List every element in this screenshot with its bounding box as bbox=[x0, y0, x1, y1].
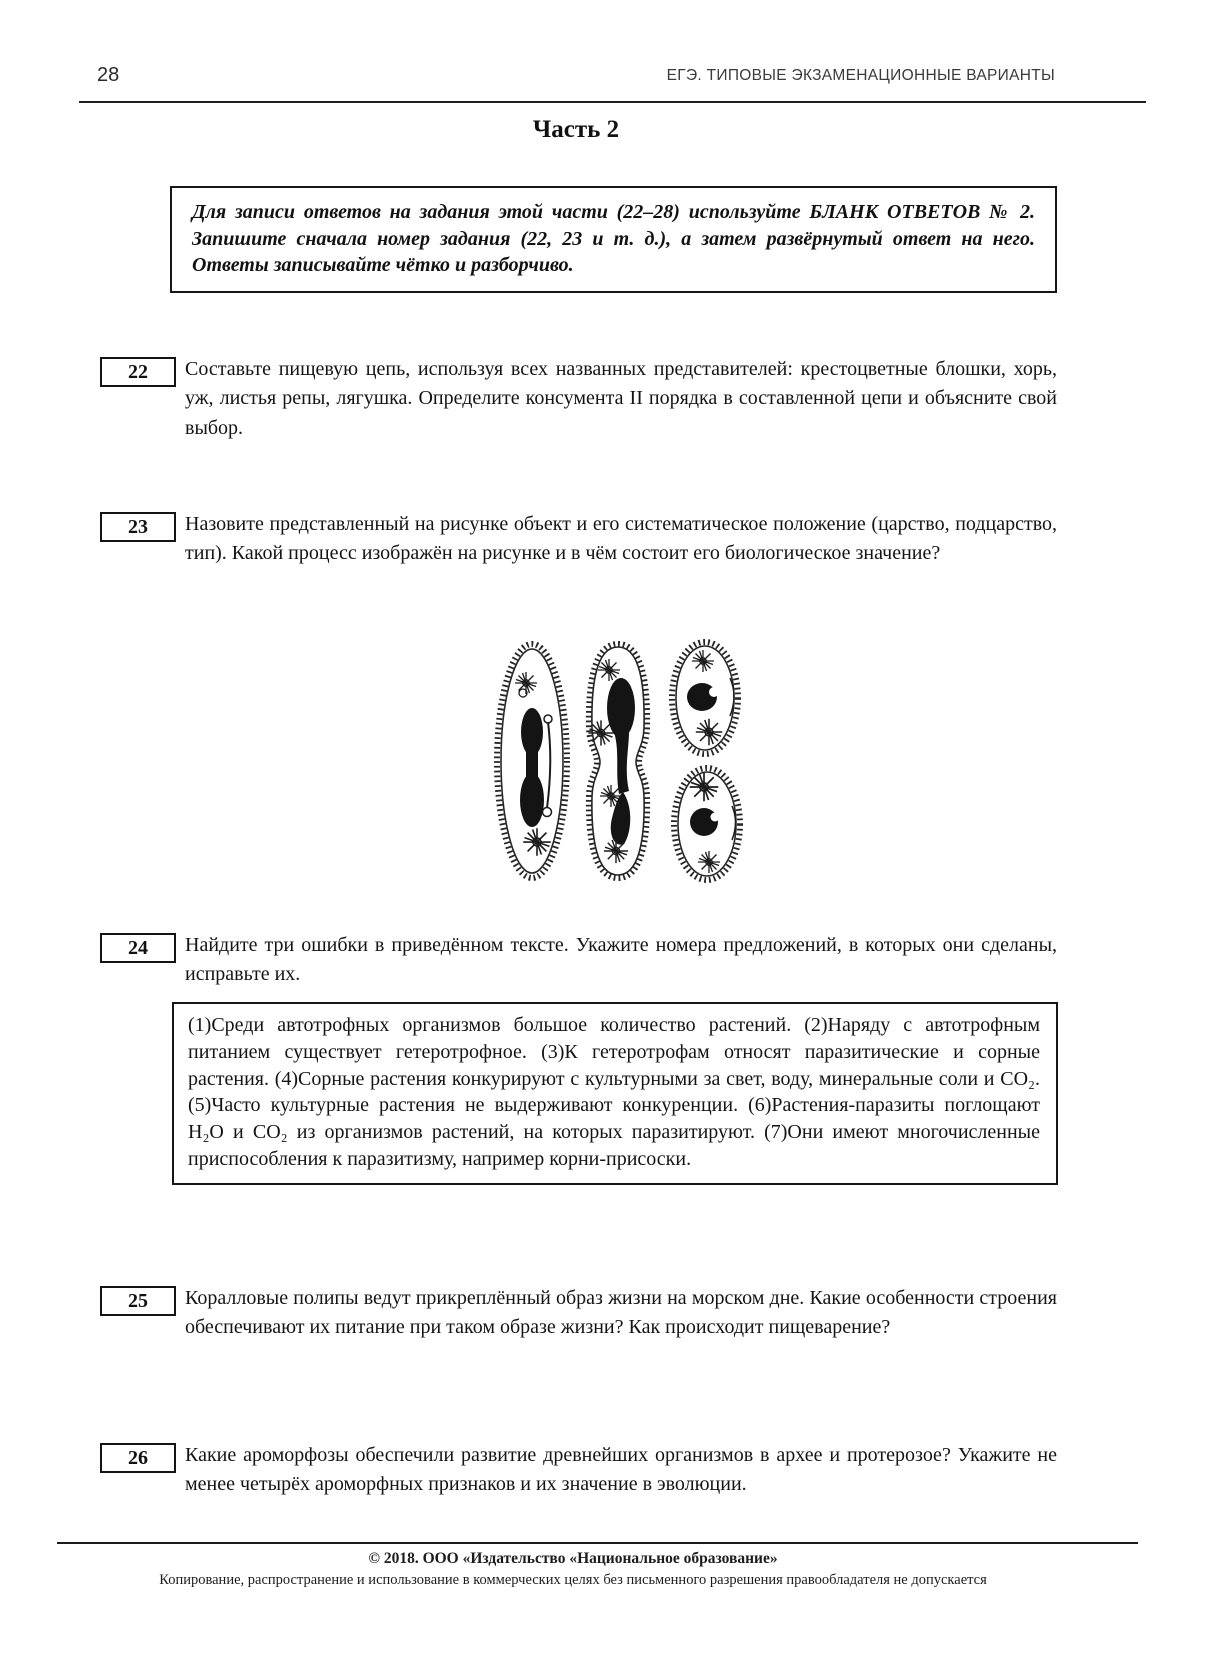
footer-notice: Копирование, распространение и использование в коммерческих целях без письменного разрешения правообладателя не допускается bbox=[159, 1572, 987, 1588]
section-title: Часть 2 bbox=[532, 116, 620, 143]
question-text: Назовите представленный на рисунке объект и его систематическое положение (царство, подцарство, тип). Какой процесс изображён на рисунке и в чём состоит его биологическое значение? bbox=[185, 513, 1057, 565]
question-24 bbox=[100, 931, 1057, 990]
question-number-box: 22 bbox=[100, 357, 176, 387]
question-text: Коралловые полипы ведут прикреплённый образ жизни на морском дне. Какие особенности строения обеспечивают их питание при таком образе жизни? Как происходит пищеварение? bbox=[185, 1287, 1057, 1339]
cell-stage-2 bbox=[588, 644, 647, 878]
question-22 bbox=[100, 355, 1057, 443]
header-title: ЕГЭ. ТИПОВЫЕ ЭКЗАМЕНАЦИОННЫЕ ВАРИАНТЫ bbox=[666, 67, 1055, 84]
question-23 bbox=[100, 510, 1057, 569]
instruction-text: Для записи ответов на задания этой части (22–28) используйте БЛАНК ОТВЕТОВ № 2. Запишите сначала номер задания (22, 23 и т. д.), а затем развёрнутый ответ на него. Ответы записывайте чётко и разборчиво. bbox=[192, 201, 1035, 277]
paramecium-fission-illustration bbox=[492, 636, 744, 886]
page-number: 28 bbox=[97, 64, 120, 86]
question-text: Составьте пищевую цепь, используя всех названных представителей: крестоцветные блошки, хорь, уж, листья репы, лягушка. Определите консумента II порядка в составленной цепи и объясните свой выбор. bbox=[185, 358, 1057, 439]
question-25 bbox=[100, 1284, 1057, 1343]
question-number-box: 25 bbox=[100, 1286, 176, 1316]
cell-stage-1 bbox=[497, 644, 567, 878]
cell-stage-3 bbox=[672, 642, 740, 880]
question-26 bbox=[100, 1441, 1057, 1500]
question-number-box: 24 bbox=[100, 933, 176, 963]
footer-rule bbox=[57, 1542, 1138, 1544]
question-24-boxed-text: (1)Среди автотрофных организмов большое количество растений. (2)Наряду с автотрофным питанием существует гетеротрофное. (3)К гетеротрофам относят паразитические и сорные растения. (4)Сорные растения конкурируют с культурными за свет, воду, минеральные соли и CO₂. (5)Часто культурные растения не выдерживают конкуренции. (6)Растения-паразиты поглощают H₂O и CO₂ из организмов растений, на которых паразитируют. (7)Они имеют многочисленные приспособления к паразитизму, например корни-присоски. bbox=[188, 1014, 1040, 1170]
question-number-box: 23 bbox=[100, 512, 176, 542]
instruction-box bbox=[170, 186, 1057, 293]
question-24-text-box bbox=[172, 1002, 1058, 1185]
question-text: Найдите три ошибки в приведённом тексте. Укажите номера предложений, в которых они сделаны, исправьте их. bbox=[185, 934, 1057, 986]
header-rule bbox=[79, 101, 1146, 103]
question-number-box: 26 bbox=[100, 1443, 176, 1473]
question-text: Какие ароморфозы обеспечили развитие древнейших организмов в архее и протерозое? Укажите не менее четырёх ароморфных признаков и их значение в эволюции. bbox=[185, 1444, 1057, 1496]
figure-paramecium-fission bbox=[0, 636, 1216, 886]
footer-copyright: © 2018. ООО «Издательство «Национальное образование» bbox=[368, 1550, 778, 1567]
